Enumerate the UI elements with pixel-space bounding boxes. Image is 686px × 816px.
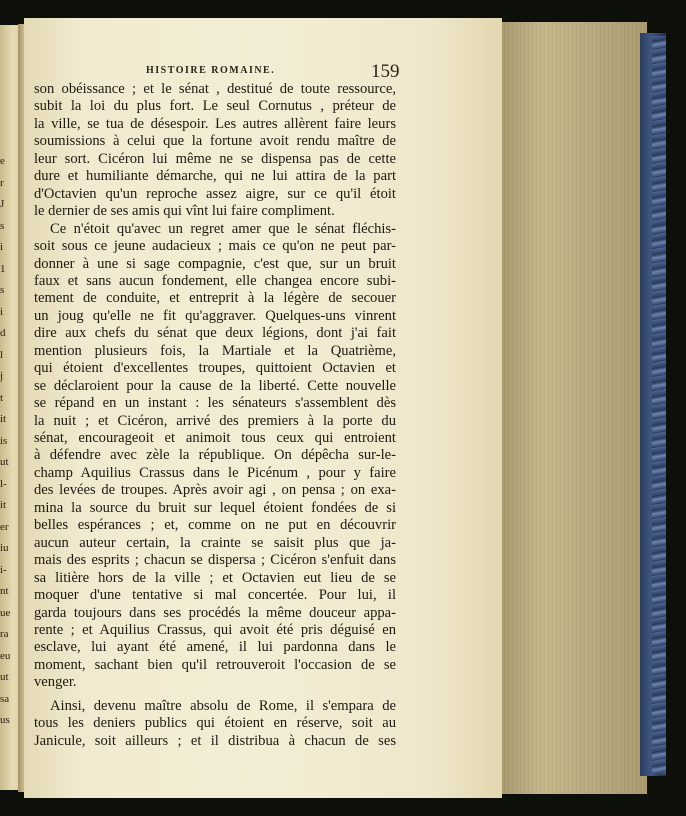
text-line: faux et sans aucun fondement, elle changea encore subi- — [34, 272, 396, 289]
text-line: un joug qu'elle ne fit qu'aggraver. Quelques-uns vinrent — [34, 307, 396, 324]
facing-page-fragment: er — [0, 520, 9, 533]
text-line: sa litière hors de la ville ; et Octavien eut lieu de se — [34, 569, 396, 586]
facing-page-fragment: i — [0, 241, 4, 253]
text-line: mais des esprits ; chacun se dispersa ; Cicéron s'enfuit dans — [34, 552, 396, 569]
text-line: dure et humiliante démarche, qui ne lui attira de la part — [34, 168, 396, 185]
running-title: HISTOIRE ROMAINE. — [146, 65, 276, 76]
facing-page-fragment: s — [0, 219, 5, 232]
marbled-cover-edge — [652, 36, 666, 774]
facing-page-fragment: sa — [0, 692, 10, 705]
text-line: aucun auteur certain, la crainte se saisit plus que ja- — [34, 534, 396, 551]
text-line: esclave, lui ayant été amené, il lui pardonna dans le — [34, 639, 396, 656]
text-line: se répand en un instant : les sénateurs s'assemblent dès — [34, 395, 396, 412]
text-line: son obéissance ; et le sénat , destitué de toute ressource, — [34, 81, 396, 97]
text-line: champ Aquilius Crassus dans le Picénum , pour y faire — [34, 464, 396, 481]
facing-page-fragment: iu — [0, 542, 9, 554]
text-line: mention plusieurs fois, la Martiale et la Quatrième, — [34, 342, 396, 359]
page-number: 159 — [371, 61, 400, 82]
text-line: Ainsi, devenu maître absolu de Rome, il s'empara de — [50, 697, 396, 714]
text-line: garda toujours dans ses procédés la même douceur appa- — [34, 604, 396, 621]
facing-page-fragment: it — [0, 413, 7, 425]
text-line: moquer d'une tentative si mal concertée. Pour lui, il — [34, 587, 396, 604]
facing-page-fragment: us — [0, 714, 10, 726]
text-line: tous les deniers publics qui étoient en réserve, soit au — [34, 715, 396, 732]
facing-page-fragment: is — [0, 434, 8, 447]
text-line: à défendre avec zèle la république. On dépêcha sur-le- — [34, 447, 396, 464]
facing-page-fragment: i- — [0, 563, 7, 576]
text-line: leur sort. Cicéron lui même ne se dispensa pas de cette — [34, 150, 396, 167]
facing-page-fragment: j — [0, 370, 4, 382]
facing-page-fragment: J — [0, 198, 5, 210]
text-line: se déclaroient pour la cause de la liberté. Cette nouvelle — [34, 377, 396, 394]
text-line: moment, sachant bien qu'il retrouveroit l'occasion de se — [34, 656, 396, 673]
text-line: le dernier de ses amis qui vînt lui faire compliment. — [34, 203, 335, 220]
facing-page-fragment: i — [0, 305, 4, 318]
page-edges — [497, 22, 647, 794]
text-line: sénat, encourageoit et animoit tous ceux qui entroient — [34, 430, 396, 446]
text-line: soit sous ce jeune audacieux ; mais ce qu'on ne peut par- — [34, 238, 396, 255]
facing-page-fragment: eu — [0, 649, 11, 662]
facing-page-fragment: ra — [0, 628, 9, 640]
text-line: dire aux chefs du sénat que deux légions, dont j'ai fait — [34, 325, 396, 342]
facing-page-fragment: it — [0, 499, 7, 511]
text-line: la ville, se tua de désespoir. Les autres allèrent faire leurs — [34, 115, 396, 132]
facing-page-fragment: l- — [0, 477, 7, 490]
facing-page-fragment: s — [0, 284, 5, 296]
text-line: Ce n'étoit qu'avec un regret amer que le sénat fléchis- — [50, 220, 396, 237]
facing-page-fragment: ut — [0, 456, 9, 468]
facing-page-fragment: r — [0, 176, 4, 189]
text-line: tement de conduite, et entreprit à la légère de secouer — [34, 290, 396, 307]
text-line: soumissions à celui que la fortune avoit rendu maître de — [34, 133, 396, 150]
text-line: belles espérances ; et, comme on ne put en découvrir — [34, 517, 396, 534]
text-line: donner à une si sage compagnie, c'est que, sur un bruit — [34, 255, 396, 272]
facing-page-fragment: d — [0, 327, 6, 339]
facing-page-fragment: l — [0, 348, 4, 361]
facing-page-fragment: ue — [0, 606, 11, 619]
text-line: la nuit ; et Cicéron, arrivé des premiers à la porte du — [34, 412, 396, 429]
text-line: des levées de troupes. Après avoir agi , on pensa ; on exa- — [34, 482, 396, 499]
facing-page-fragment: e — [0, 155, 5, 167]
text-line: qui étoient d'excellentes troupes, quittoient Octavien et — [34, 360, 396, 377]
text-line: d'Octavien qu'un reproche assez aigre, sur ce qu'il étoit — [34, 185, 396, 202]
facing-page-fragment: 1 — [0, 262, 6, 275]
text-line: mina la source du bruit sur lequel étoient fondées de si — [34, 499, 396, 516]
text-line: subit la loi du plus fort. Le seul Cornutus , préteur de — [34, 98, 396, 115]
facing-page-fragment: ut — [0, 671, 9, 683]
text-line: venger. — [34, 674, 77, 691]
book-page — [24, 18, 502, 798]
text-line: Janicule, soit ailleurs ; et il distribua à chacun de ses — [34, 732, 396, 749]
facing-page-fragment: t — [0, 391, 4, 404]
facing-page-fragment: nt — [0, 585, 9, 597]
text-line: rente ; et Aquilius Crassus, qui avoit été pris déguisé en — [34, 621, 396, 638]
